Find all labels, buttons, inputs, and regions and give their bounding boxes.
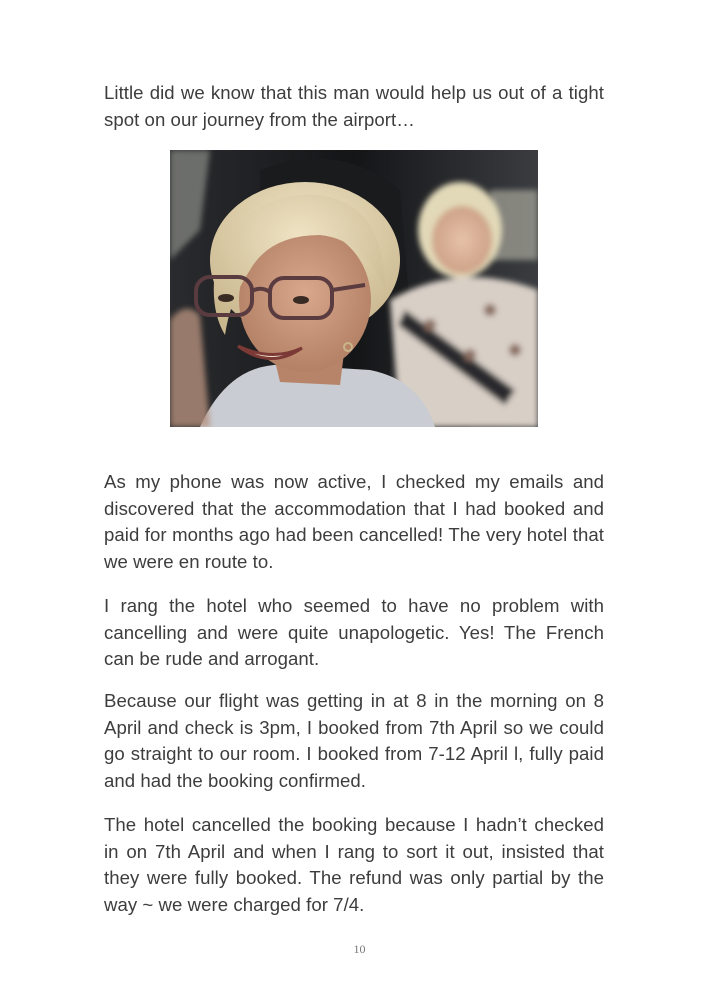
paragraph-intro: Little did we know that this man would help us out of a tight spot on our journey from the airport… bbox=[104, 82, 604, 130]
page-number: 10 bbox=[353, 942, 366, 956]
selfie-photo bbox=[170, 150, 538, 427]
paragraph-refund: The hotel cancelled the booking because I hadn’t checked in on 7th April and when I rang to sort it out, insisted that they were fully booked. The refund was only partial by the way ~ we were charged for 7/4. bbox=[104, 814, 604, 915]
paragraph-booking-details: Because our flight was getting in at 8 in the morning on 8 April and check is 3pm, I booked from 7th April so we could go straight to our room. I booked from 7-12 April l, fully paid and had the booking confirmed. bbox=[104, 690, 604, 791]
paragraph-hotel-call: I rang the hotel who seemed to have no problem with cancelling and were quite unapologetic. Yes! The French can be rude and arrogant. bbox=[104, 595, 604, 669]
paragraph-cancellation: As my phone was now active, I checked my emails and discovered that the accommodation that I had booked and paid for months ago had been cancelled! The very hotel that we were en route to. bbox=[104, 471, 604, 572]
